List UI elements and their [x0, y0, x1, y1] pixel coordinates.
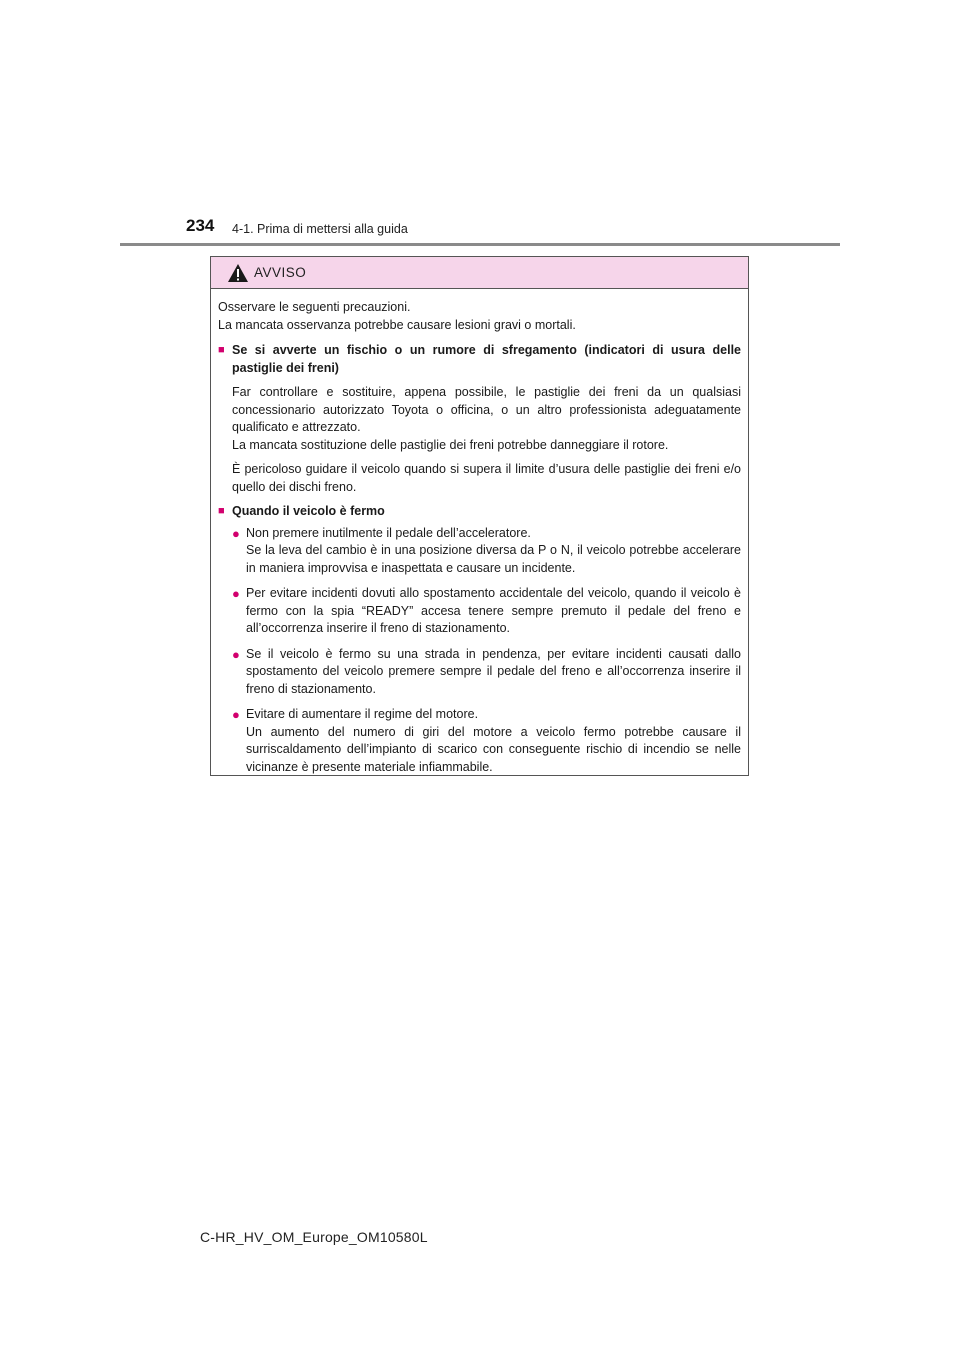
round-bullet-icon: ●: [232, 646, 240, 662]
section-vehicle-stopped-title: Quando il veicolo è fermo: [232, 504, 385, 518]
brake-pads-para-1: [218, 384, 741, 454]
list-item: [218, 646, 741, 699]
warning-title: AVVISO: [254, 265, 307, 280]
list-item: [218, 706, 741, 776]
brake-pads-para-2: È pericoloso guidare il veicolo quando si supera il limite d’usura delle pastiglie dei freni e/o quello dei dischi freno.: [232, 462, 741, 494]
list-item: [218, 585, 741, 638]
warning-intro-2: La mancata osservanza potrebbe causare lesioni gravi o mortali.: [218, 317, 576, 332]
warning-box: [210, 256, 749, 776]
bullet-text: [246, 585, 741, 638]
page-number: 234: [186, 216, 215, 235]
bullet-line-1: Evitare di aumentare il regime del motore.: [246, 707, 479, 721]
bullet-line-1: Per evitare incidenti dovuti allo spostamento accidentale del veicolo, quando il veicolo è fermo con la spia “READY” accesa tenere sempre premuto il pedale del freno e all’occorrenza inserire il freno di stazionamento.: [246, 586, 741, 635]
section-brake-pads-title: Se si avverte un fischio o un rumore di sfregamento (indicatori di usura delle pastiglie dei freni): [232, 343, 741, 375]
bullet-text: [246, 525, 741, 578]
section-title: 4-1. Prima di mettersi alla guida: [232, 222, 408, 236]
warning-header: [211, 257, 748, 289]
header-rule: [120, 243, 840, 246]
bullet-line-2: Se la leva del cambio è in una posizione diversa da P o N, il veicolo potrebbe accelerare in maniera improvvisa e inaspettata e causare un incidente.: [246, 543, 741, 575]
bullet-text: [246, 706, 741, 776]
bullet-line-2: Un aumento del numero di giri del motore a veicolo fermo potrebbe causare il surriscaldamento dell’impianto di scarico con conseguente rischio di incendio se nelle vicinanze è presente materiale infiammabile.: [246, 724, 741, 774]
document-code: C-HR_HV_OM_Europe_OM10580L: [200, 1229, 428, 1245]
warning-body: [211, 289, 748, 776]
round-bullet-icon: ●: [232, 707, 240, 722]
round-bullet-icon: ●: [232, 586, 240, 601]
square-bullet-icon: ■: [218, 505, 225, 517]
square-bullet-icon: ■: [218, 344, 225, 356]
section-brake-pads: [218, 342, 741, 377]
round-bullet-icon: ●: [232, 525, 240, 541]
bullet-line-1: Non premere inutilmente il pedale dell’acceleratore.: [246, 525, 531, 540]
warning-intro-1: Osservare le seguenti precauzioni.: [218, 300, 411, 314]
brake-pads-para-1b: La mancata sostituzione delle pastiglie dei freni potrebbe danneggiare il rotore.: [232, 437, 669, 452]
bullet-text: [246, 646, 741, 699]
bullet-line-1: Se il veicolo è fermo su una strada in pendenza, per evitare incidenti causati dallo spostamento del veicolo premere sempre il pedale del freno e all’occorrenza inserire il freno di stazionamento.: [246, 646, 741, 696]
list-item: [218, 525, 741, 578]
warning-triangle-icon: [227, 263, 249, 283]
brake-pads-para-1a: Far controllare e sostituire, appena possibile, le pastiglie dei freni da un qualsiasi concessionario autorizzato Toyota o officina, o un altro professionista adeguatamente qualificato e attrezzato.: [232, 385, 741, 434]
section-vehicle-stopped: [218, 503, 741, 521]
